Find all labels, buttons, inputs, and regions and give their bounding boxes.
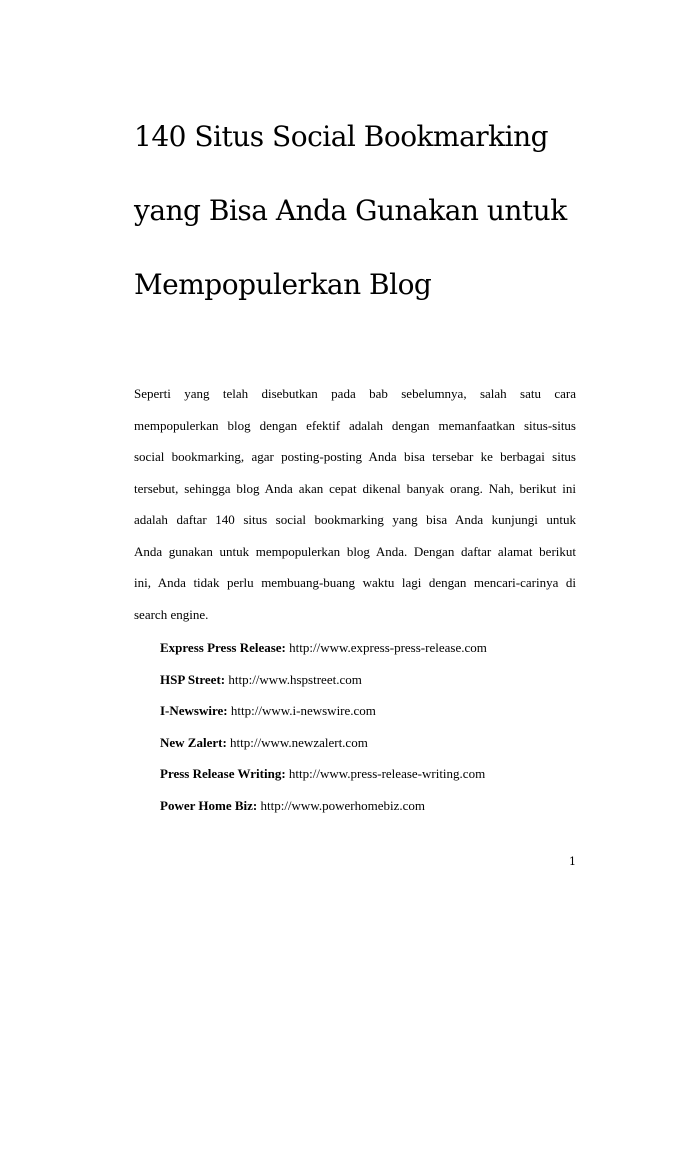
list-item (160, 632, 487, 664)
bookmarking-site-list (160, 632, 487, 821)
paragraph-line: ini, Anda tidak perlu membuang-buang waktu lagi dengan mencari-carinya di (134, 575, 576, 590)
paragraph-line: Seperti yang telah disebutkan pada bab sebelumnya, salah satu cara (134, 386, 576, 401)
list-item (160, 695, 487, 727)
site-name: I-Newswire: (160, 703, 228, 718)
title-line: Mempopulerkan Blog (134, 268, 432, 301)
paragraph-line: search engine. (134, 606, 209, 622)
page-number: 1 (569, 855, 576, 868)
list-item (160, 790, 487, 822)
paragraph-line: social bookmarking, agar posting-posting Anda bisa tersebar ke berbagai situs (134, 449, 576, 464)
site-name: Press Release Writing: (160, 766, 286, 781)
paragraph-line: adalah daftar 140 situs social bookmarking yang bisa Anda kunjungi untuk (134, 512, 576, 527)
site-url: http://www.powerhomebiz.com (260, 797, 425, 813)
list-item (160, 758, 487, 790)
site-url: http://www.press-release-writing.com (288, 766, 486, 781)
paragraph-line: mempopulerkan blog dengan efektif adalah dengan memanfaatkan situs-situs (134, 417, 576, 433)
site-name: Express Press Release: (160, 640, 286, 655)
site-url: http://www.express-press-release.com (289, 640, 487, 655)
paragraph-line: tersebut, sehingga blog Anda akan cepat dikenal banyak orang. Nah, berikut ini (134, 480, 576, 496)
site-url: http://www.newzalert.com (230, 734, 368, 750)
page-title (134, 100, 594, 322)
title-line: yang Bisa Anda Gunakan untuk (134, 194, 567, 227)
site-name: New Zalert: (160, 734, 227, 750)
site-url: http://www.hspstreet.com (228, 671, 362, 687)
site-name: HSP Street: (160, 671, 226, 687)
list-item (160, 727, 487, 759)
paragraph-line: Anda gunakan untuk mempopulerkan blog Anda. Dengan daftar alamat berikut (134, 543, 576, 559)
site-url: http://www.i-newswire.com (230, 703, 376, 718)
site-name: Power Home Biz: (160, 797, 258, 813)
intro-paragraph (134, 378, 576, 630)
list-item (160, 664, 487, 696)
title-line: 140 Situs Social Bookmarking (134, 120, 549, 153)
